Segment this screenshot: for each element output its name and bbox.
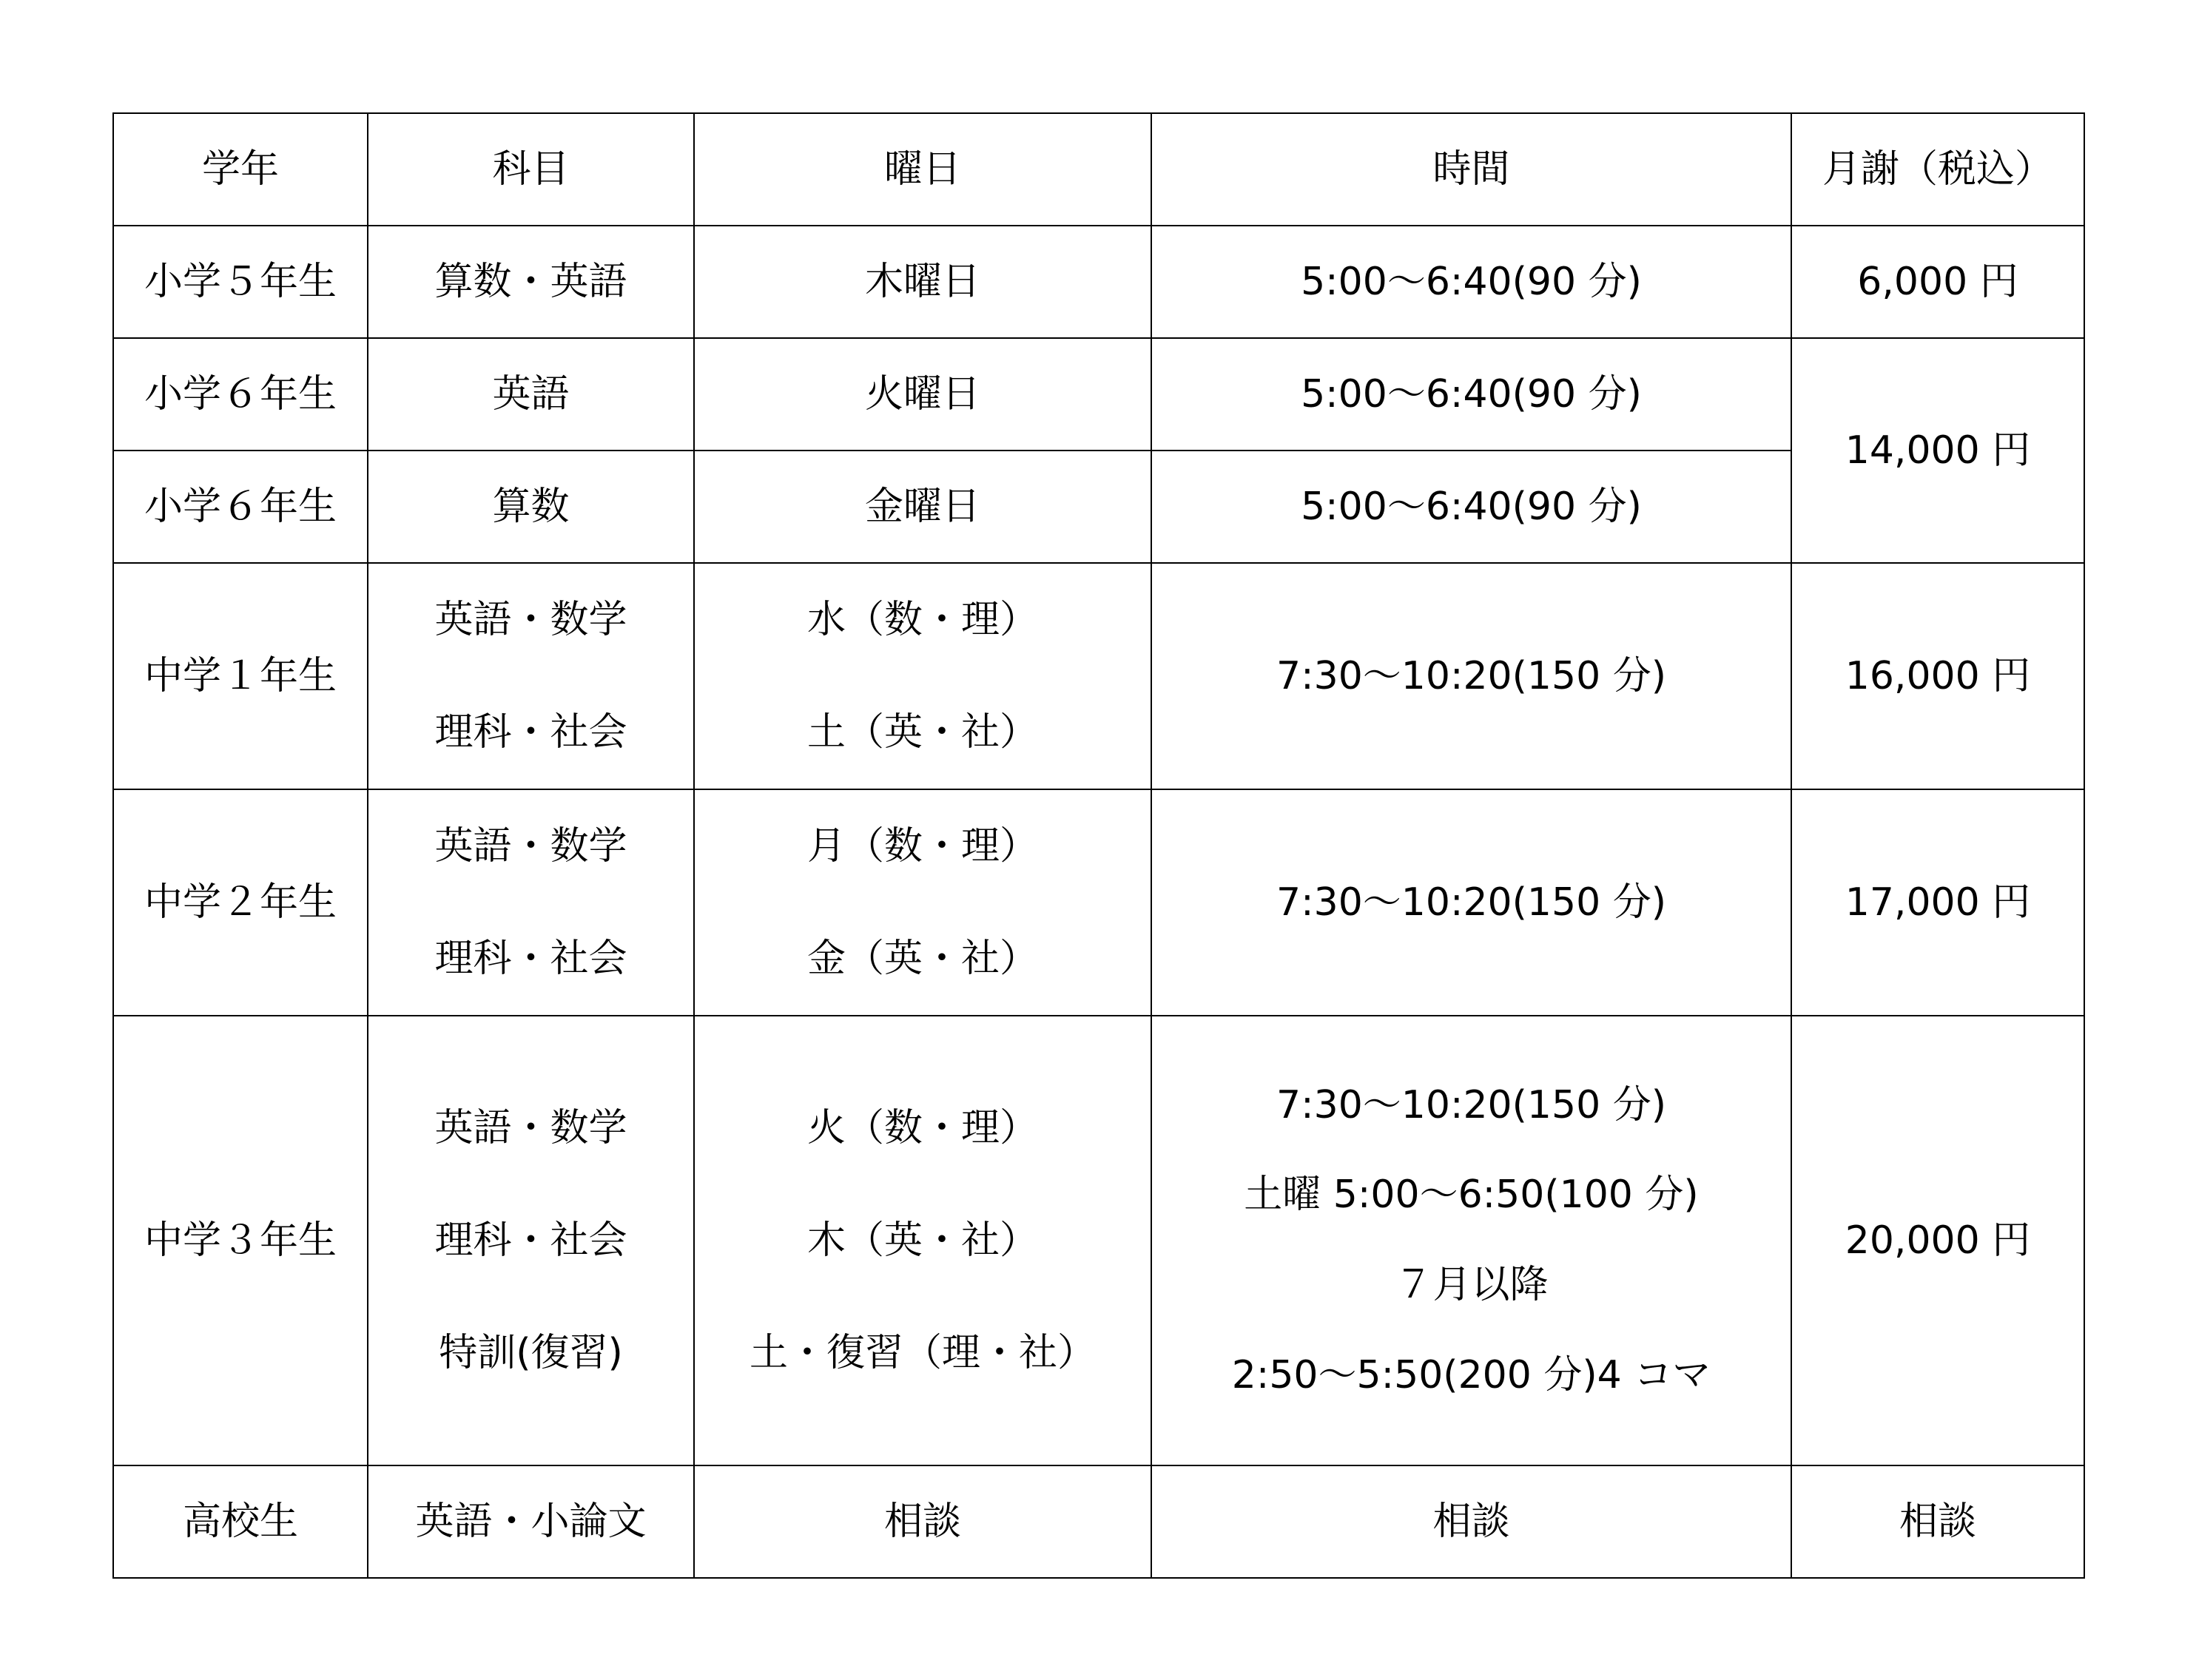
- table-row: [113, 226, 2084, 338]
- time-cell: 相談: [1151, 1465, 1791, 1578]
- day-cell: 火曜日: [694, 338, 1151, 451]
- subject-cell: [368, 563, 694, 789]
- subject-cell: [368, 789, 694, 1016]
- header-time: 時間: [1151, 113, 1791, 226]
- fee-cell: 14,000 円: [1791, 338, 2084, 563]
- fee-cell: 相談: [1791, 1465, 2084, 1578]
- grade-cell: 小学６年生: [113, 451, 368, 563]
- subject-cell: [368, 1016, 694, 1465]
- day-line: 水（数・理）: [806, 598, 1038, 642]
- table-row: [113, 789, 2084, 1016]
- table-row: [113, 1016, 2084, 1465]
- time-line: 土曜 5:00～6:50(100 分): [1244, 1173, 1699, 1218]
- subject-line: 理科・社会: [434, 937, 627, 981]
- subject-cell: 算数: [368, 451, 694, 563]
- time-cell: [1151, 1016, 1791, 1465]
- table-row: [113, 451, 2084, 563]
- subject-cell: 英語: [368, 338, 694, 451]
- time-cell: 7:30～10:20(150 分): [1151, 789, 1791, 1016]
- fee-cell: 6,000 円: [1791, 226, 2084, 338]
- subject-line: 英語・数学: [434, 598, 627, 642]
- time-line: 7:30～10:20(150 分): [1276, 1082, 1666, 1127]
- time-cell: 5:00～6:40(90 分): [1151, 226, 1791, 338]
- time-cell: 5:00～6:40(90 分): [1151, 338, 1791, 451]
- day-cell: [694, 1016, 1151, 1465]
- subject-line: 理科・社会: [434, 1218, 627, 1263]
- subject-line: 理科・社会: [434, 710, 627, 755]
- tuition-schedule-table: [112, 112, 2085, 1579]
- table-row: [113, 563, 2084, 789]
- day-line: 月（数・理）: [806, 824, 1038, 868]
- fee-cell: 17,000 円: [1791, 789, 2084, 1016]
- time-cell: 5:00～6:40(90 分): [1151, 451, 1791, 563]
- grade-cell: 高校生: [113, 1465, 368, 1578]
- day-cell: [694, 563, 1151, 789]
- grade-cell: 中学３年生: [113, 1016, 368, 1465]
- day-cell: [694, 789, 1151, 1016]
- day-line: 木（英・社）: [806, 1218, 1038, 1263]
- day-line: 土・復習（理・社）: [749, 1331, 1096, 1375]
- header-day: 曜日: [694, 113, 1151, 226]
- header-grade: 学年: [113, 113, 368, 226]
- time-line: 2:50～5:50(200 分)4 コマ: [1231, 1352, 1711, 1397]
- header-fee: 月謝（税込）: [1791, 113, 2084, 226]
- day-cell: 相談: [694, 1465, 1151, 1578]
- grade-cell: 小学６年生: [113, 338, 368, 451]
- fee-cell: 20,000 円: [1791, 1016, 2084, 1465]
- grade-cell: 中学２年生: [113, 789, 368, 1016]
- day-line: 土（英・社）: [806, 710, 1038, 755]
- time-cell: 7:30～10:20(150 分): [1151, 563, 1791, 789]
- day-line: 金（英・社）: [806, 937, 1038, 981]
- subject-line: 英語・数学: [434, 824, 627, 868]
- subject-cell: 英語・小論文: [368, 1465, 694, 1578]
- fee-cell: 16,000 円: [1791, 563, 2084, 789]
- subject-cell: 算数・英語: [368, 226, 694, 338]
- day-cell: 金曜日: [694, 451, 1151, 563]
- header-row: [113, 113, 2084, 226]
- day-line: 火（数・理）: [806, 1106, 1038, 1150]
- day-cell: 木曜日: [694, 226, 1151, 338]
- subject-line: 英語・数学: [434, 1106, 627, 1150]
- grade-cell: 小学５年生: [113, 226, 368, 338]
- grade-cell: 中学１年生: [113, 563, 368, 789]
- table-row: [113, 1465, 2084, 1578]
- subject-line: 特訓(復習): [439, 1331, 623, 1375]
- table-row: [113, 338, 2084, 451]
- header-subject: 科目: [368, 113, 694, 226]
- time-line: ７月以降: [1394, 1263, 1549, 1307]
